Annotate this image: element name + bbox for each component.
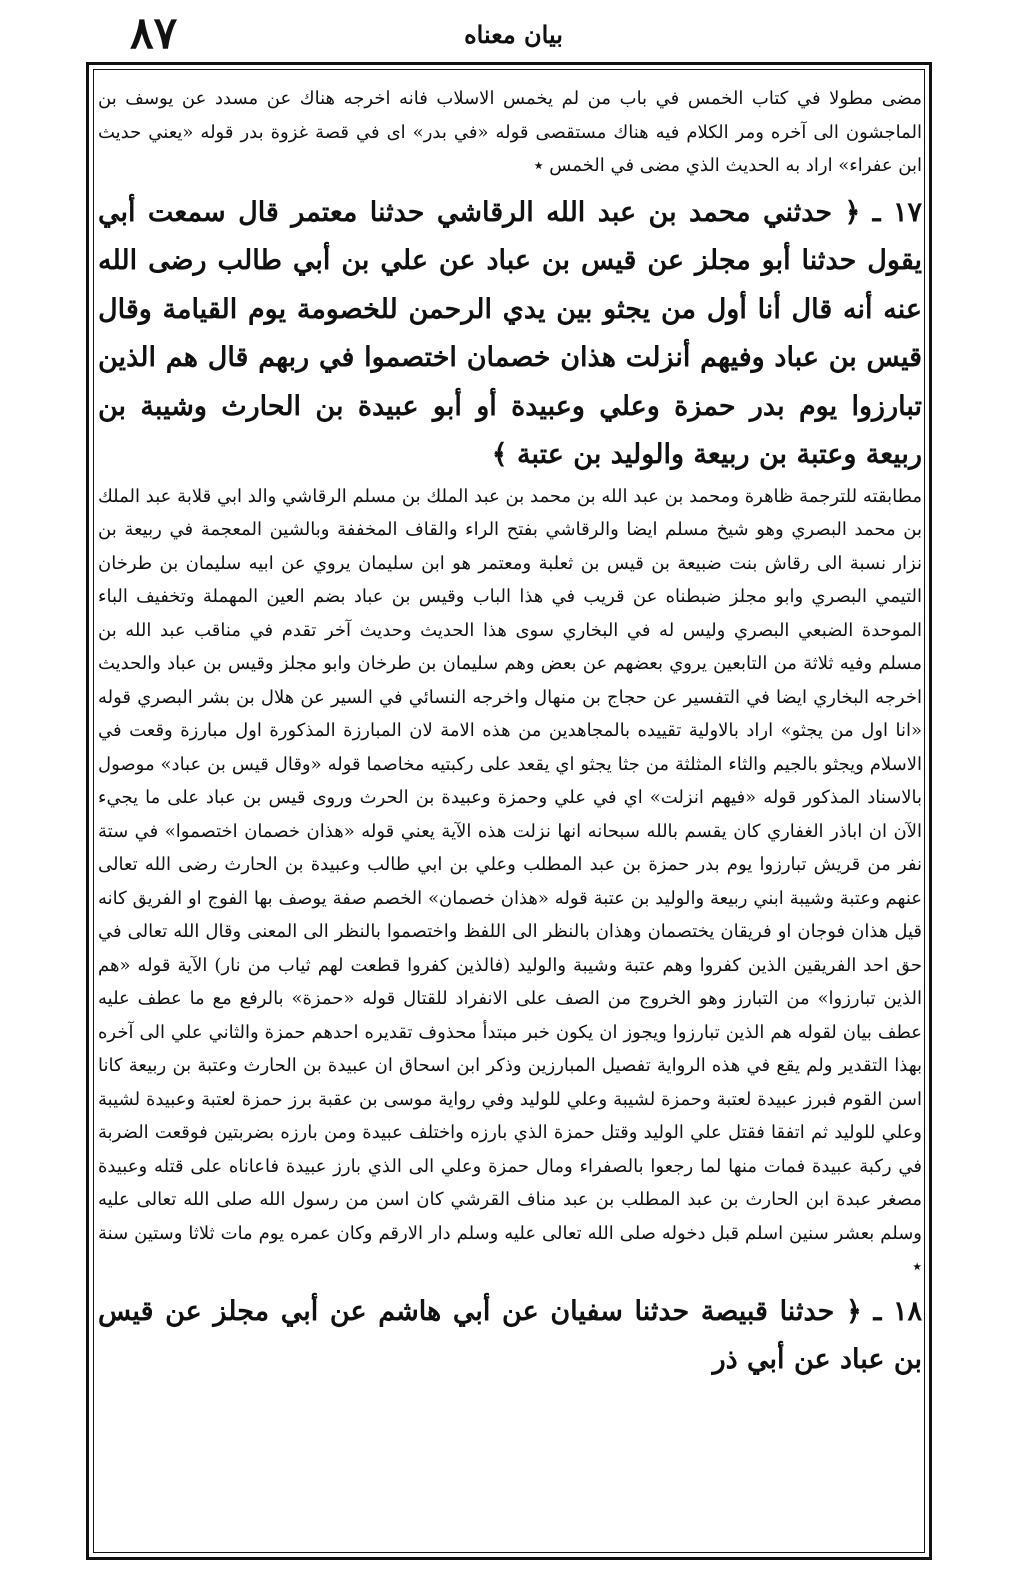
intro-paragraph: مضى مطولا في كتاب الخمس في باب من لم يخمس الاسلاب فانه اخرجه هناك عن مسدد عن يوسف بن الماجشون الى آخره ومر الكلام فيه هناك مستقصى قوله «في بدر» اى في قصة غزوة بدر قوله «يعني حديث ابن عفراء» اراد به الحديث الذي مضى في الخمس ٭ (98, 88, 922, 176)
running-title: بيان معناه (464, 20, 563, 49)
hadith-18 (98, 1288, 922, 1385)
hadith-18-text: ﴿ حدثنا قبيصة حدثنا سفيان عن أبي هاشم عن أبي مجلز عن قيس بن عباد عن أبي ذر (98, 1295, 922, 1375)
hadith-17-text: ﴿ حدثني محمد بن عبد الله الرقاشي حدثنا معتمر قال سمعت أبي يقول حدثنا أبو مجلز عن قيس بن عباد عن علي بن أبي طالب رضى الله عنه أنه قال أنا أول من يجثو بين يدي الرحمن للخصومة يوم القيامة وقال قيس بن عباد وفيهم أنزلت هذان خصمان اختصموا في ربهم قال هم الذين تبارزوا يوم بدر حمزة وعلي وعبيدة أو أبو عبيدة بن الحارث وشيبة بن ربيعة وعتبة بن ربيعة والوليد بن عتبة ﴾ (98, 196, 922, 470)
hadith-18-number: ١٨ ـ (873, 1295, 922, 1327)
page-number: ٨٧ (130, 8, 178, 59)
page-body (98, 82, 922, 1552)
hadith-17-number: ١٧ ـ (872, 196, 922, 228)
commentary-paragraph: مطابقته للترجمة ظاهرة ومحمد بن عبد الله بن محمد بن عبد الملك بن مسلم الرقاشي والد ابي قلابة عبد الملك بن محمد البصري وهو شيخ مسلم ايضا والرقاشي بفتح الراء والقاف المخففة وبالشين المعجمة في ربيعة بن نزار نسبة الى رقاش بنت ضبيعة بن قيس بن ثعلبة ومعتمر هو ابن سليمان يروي عن ابيه سليمان بن طرخان التيمي البصري وابو مجلز ضبطناه عن قريب في هذا الباب وقيس بن عباد بضم العين المهملة وتخفيف الباء الموحدة الضبعي البصري وليس له في البخاري سوى هذا الحديث وحديث آخر تقدم في مناقب عبد الله بن مسلم وفيه ثلاثة من التابعين يروي بعضهم عن بعض وهم سليمان بن طرخان وابو مجلز وقيس بن عباد والحديث اخرجه البخاري ايضا في التفسير عن حجاج بن منهال واخرجه النسائي في السير عن هلال بن بشر البصري قوله «انا اول من يجثو» اراد بالاولية تقييده بالمجاهدين من هذه الامة لان المبارزة المذكورة اول مبارزة وقعت في الاسلام ويجثو بالجيم والثاء المثلثة من جثا يجثو اي يقعد على ركبتيه مخاصما قوله «وقال قيس بن عباد» موصول بالاسناد المذكور قوله «فيهم انزلت» اي في علي وحمزة وعبيدة بن الحرث وروى قيس بن عباد على ما يجيء الآن ان اباذر الغفاري كان يقسم بالله سبحانه انها نزلت هذه الآية يعني قوله «هذان خصمان اختصموا» في ستة نفر من قريش تبارزوا يوم بدر حمزة بن عبد المطلب وعلي بن ابي طالب وعبيدة بن الحارث رضى الله تعالى عنهم وعتبة وشيبة ابني ربيعة والوليد بن عتبة قوله «هذان خصمان» الخصم صفة يوصف بها الفوج او الفريق كانه قيل هذان فوجان او فريقان يختصمان وهذان بالنظر الى اللفظ واختصموا بالنظر الى المعنى وقال الله تعالى في حق احد الفريقين الذين كفروا وهم عتبة وشيبة والوليد (فالذين كفروا قطعت لهم ثياب من نار) الآية قوله «هم الذين تبارزوا» من التبارز وهو الخروج من الصف على الانفراد للقتال قوله «حمزة» بالرفع مع ما عطف عليه عطف بيان لقوله هم الذين تبارزوا ويجوز ان يكون خبر مبتدأ محذوف تقديره احدهم حمزة والثاني علي الى آخره بهذا التقدير ولم يقع في هذه الرواية تفصيل المبارزين وذكر ابن اسحاق ان عبيدة بن الحارث وعتبة بن ربيعة كانا اسن القوم فبرز عبيدة لعتبة وحمزة لشيبة وعلي للوليد وفي رواية موسى بن عقبة برز حمزة لعتبة وعبيدة لشيبة وعلي للوليد ثم اتفقا فقتل علي الوليد وقتل حمزة الذي بارزه واختلف عبيدة ومن بارزه بضربتين فوقعت الضربة في ركبة عبيدة فمات منها لما رجعوا بالصفراء ومال حمزة وعلي الى الذي بارز عبيدة فاعاناه على قتله وعبيدة مصغر عبدة ابن الحارث بن عبد المطلب بن عبد مناف القرشي كان اسن من رسول الله صلى الله تعالى عليه وسلم بعشر سنين اسلم قبل دخوله صلى الله تعالى عليه وسلم دار الارقم وكان عمره يوم مات ثلاثا وستين سنة ٭ (98, 485, 922, 1277)
page-header (0, 0, 1027, 62)
hadith-17 (98, 189, 922, 480)
